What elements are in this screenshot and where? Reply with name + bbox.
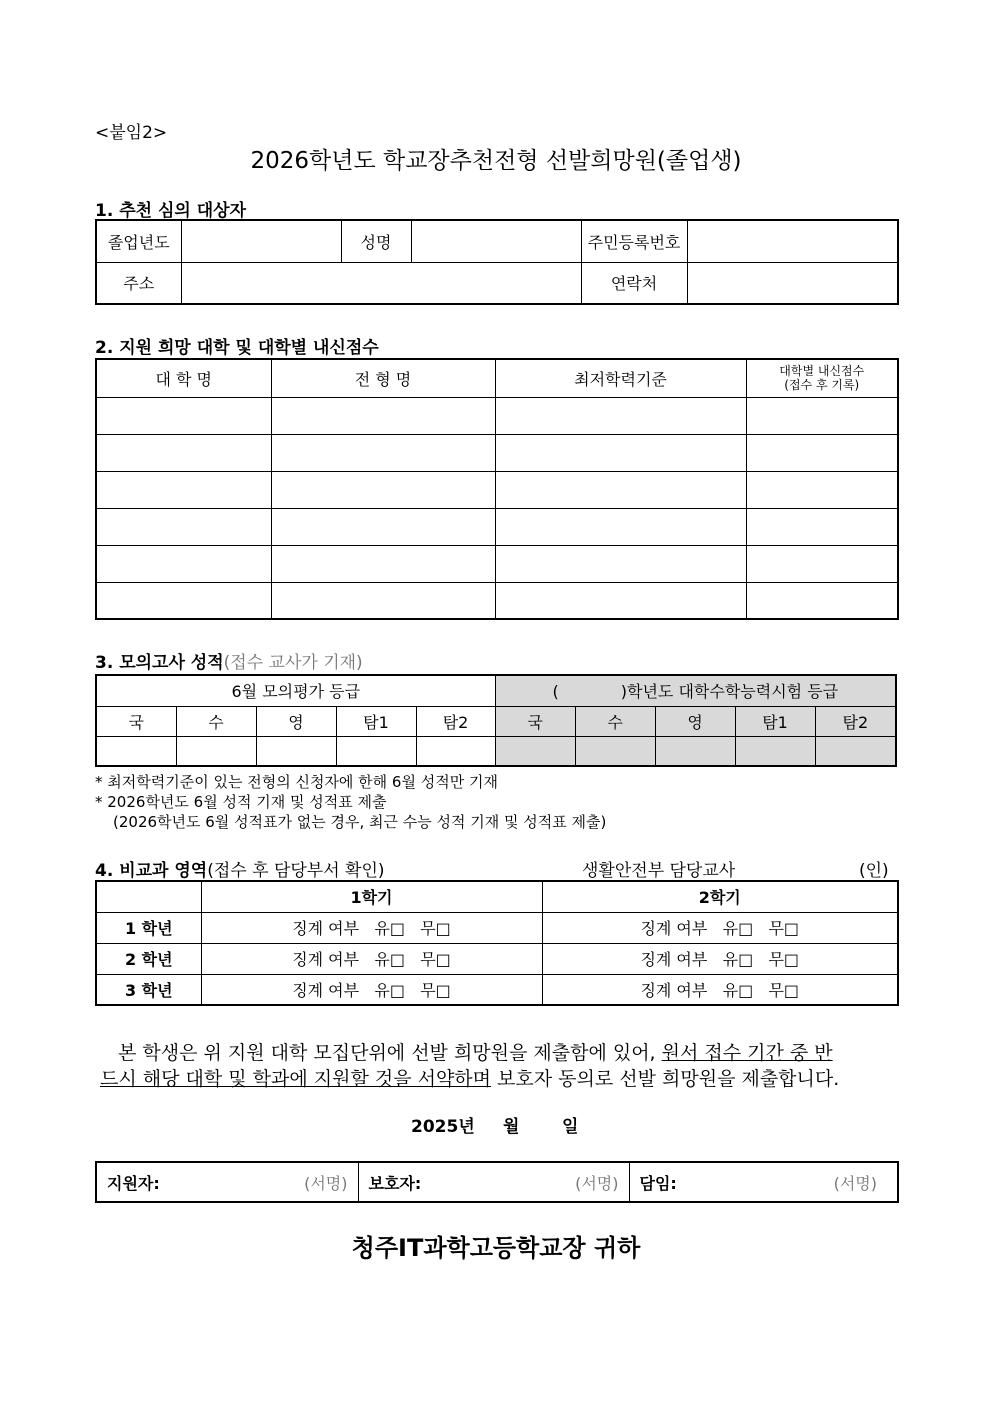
section-4-heading: 4. 비교과 영역(접수 후 담당부서 확인) (95, 861, 385, 881)
june-grade-field[interactable] (416, 736, 495, 766)
contact-label: 연락처 (581, 262, 687, 304)
grade-label: 2 학년 (96, 943, 201, 974)
applicant-signature[interactable]: 지원자: (서명) (96, 1162, 358, 1202)
grade-label: 1 학년 (96, 912, 201, 943)
section-1-heading: 1. 추천 심의 대상자 (95, 201, 246, 221)
june-subject: 수 (176, 706, 256, 736)
note-line: * 최저학력기준이 있는 전형의 신청자에 한해 6월 성적만 기재 (95, 773, 498, 791)
address-label: 주소 (96, 262, 181, 304)
grad-year-field[interactable] (181, 220, 341, 262)
seal-mark[interactable]: (인) (859, 861, 889, 881)
dept-teacher-label: 생활안전부 담당교사 (582, 861, 736, 881)
signature-table (95, 1161, 899, 1203)
note-line: * 2026학년도 6월 성적 기재 및 성적표 제출 (95, 793, 387, 811)
page-title: 2026학년도 학교장추천전형 선발희망원(졸업생) (250, 148, 742, 174)
june-grade-field[interactable] (96, 736, 176, 766)
date-month: 월 (503, 1117, 520, 1137)
homeroom-signature[interactable]: 담임: (서명) (629, 1162, 898, 1202)
june-grade-field[interactable] (256, 736, 336, 766)
name-field[interactable] (411, 220, 581, 262)
semester-2-header: 2학기 (542, 881, 898, 912)
discipline-cell[interactable]: 징계 여부 유□ 무□ (542, 912, 898, 943)
guardian-signature[interactable]: 보호자: (서명) (358, 1162, 629, 1202)
csat-header: ( )학년도 대학수학능력시험 등급 (495, 675, 896, 706)
discipline-cell[interactable]: 징계 여부 유□ 무□ (201, 974, 542, 1005)
pledge-statement: 본 학생은 위 지원 대학 모집단위에 선발 희망원을 제출함에 있어, 원서 접수 기간 중 반 드시 해당 대학 및 학과에 지원할 것을 서약하며 보호자 동의로 선발 희망원을 제출합니다. (100, 1042, 840, 1090)
june-subject: 탐1 (336, 706, 416, 736)
june-subject: 국 (96, 706, 176, 736)
addressee: 청주IT과학고등학교장 귀하 (351, 1234, 641, 1262)
resident-no-label: 주민등록번호 (581, 220, 687, 262)
june-mock-header: 6월 모의평가 등급 (96, 675, 495, 706)
mock-exam-notes (95, 772, 606, 832)
applicant-info-table (95, 219, 899, 305)
mock-exam-table (95, 674, 897, 767)
csat-subject: 수 (575, 706, 655, 736)
col-admission-type: 전 형 명 (271, 359, 495, 397)
discipline-cell[interactable]: 징계 여부 유□ 무□ (201, 912, 542, 943)
discipline-cell[interactable]: 징계 여부 유□ 무□ (542, 974, 898, 1005)
date-year: 2025년 (411, 1117, 475, 1137)
grad-year-label: 졸업년도 (96, 220, 181, 262)
csat-subject: 영 (655, 706, 735, 736)
table-row (96, 434, 898, 471)
csat-grade-field[interactable] (735, 736, 815, 766)
col-school-score: 대학별 내신점수 (접수 후 기록) (746, 359, 898, 397)
csat-grade-field[interactable] (815, 736, 896, 766)
table-row (96, 397, 898, 434)
section-2-heading: 2. 지원 희망 대학 및 대학별 내신점수 (95, 338, 379, 358)
discipline-cell[interactable]: 징계 여부 유□ 무□ (542, 943, 898, 974)
attachment-label: <붙임2> (95, 123, 168, 143)
corner-cell (96, 881, 201, 912)
table-row (96, 545, 898, 582)
table-row (96, 582, 898, 619)
table-row (96, 471, 898, 508)
section-3-heading: 3. 모의고사 성적(접수 교사가 기재) (95, 653, 363, 673)
col-min-standard: 최저학력기준 (495, 359, 746, 397)
grade-label: 3 학년 (96, 974, 201, 1005)
col-university: 대 학 명 (96, 359, 271, 397)
june-subject: 영 (256, 706, 336, 736)
name-label: 성명 (341, 220, 411, 262)
note-line: (2026학년도 6월 성적표가 없는 경우, 최근 수능 성적 기재 및 성적표 제출) (113, 813, 607, 831)
contact-field[interactable] (687, 262, 898, 304)
csat-subject: 탐1 (735, 706, 815, 736)
csat-grade-field[interactable] (495, 736, 575, 766)
csat-grade-field[interactable] (655, 736, 735, 766)
table-row (96, 508, 898, 545)
address-field[interactable] (181, 262, 581, 304)
date-day: 일 (562, 1117, 579, 1137)
university-table (95, 358, 899, 620)
csat-subject: 탐2 (815, 706, 896, 736)
june-grade-field[interactable] (176, 736, 256, 766)
june-subject: 탐2 (416, 706, 495, 736)
resident-no-field[interactable] (687, 220, 898, 262)
csat-grade-field[interactable] (575, 736, 655, 766)
extracurricular-table (95, 880, 899, 1006)
semester-1-header: 1학기 (201, 881, 542, 912)
june-grade-field[interactable] (336, 736, 416, 766)
csat-subject: 국 (495, 706, 575, 736)
discipline-cell[interactable]: 징계 여부 유□ 무□ (201, 943, 542, 974)
